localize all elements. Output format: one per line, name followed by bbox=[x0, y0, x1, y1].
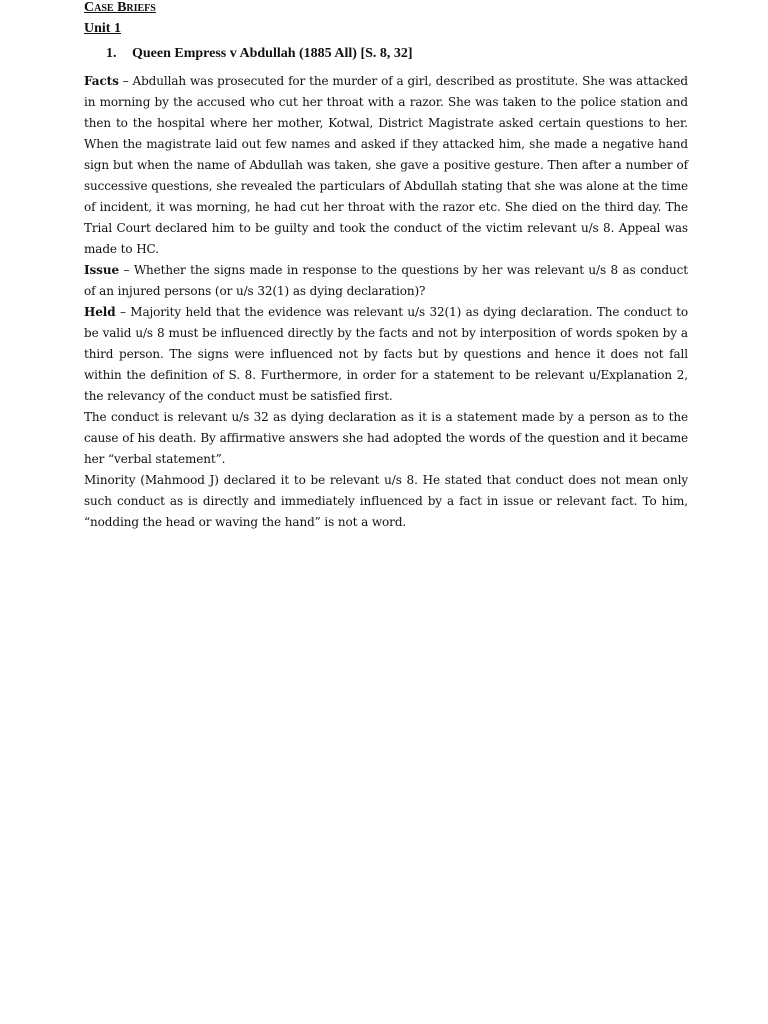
issue-paragraph bbox=[84, 260, 688, 302]
facts-text: – Abdullah was prosecuted for the murder of a girl, described as prostitute. She was attacked in morning by the accused who cut her throat with a razor. She was taken to the police station and then to the hospital where her mother, Kotwal, District Magistrate asked certain questions to her. When the magistrate laid out few names and asked if they attacked him, she made a negative hand sign but when the name of Abdullah was taken, she gave a positive gesture. Then after a number of successive questions, she revealed the particulars of Abdullah stating that she was alone at the time of incident, it was morning, he had cut her throat with the razor etc. She died on the third day. The Trial Court declared him to be guilty and took the conduct of the victim relevant u/s 8. Appeal was made to HC. bbox=[84, 74, 688, 256]
case-brief-body bbox=[84, 71, 688, 533]
facts-label: Facts bbox=[84, 74, 119, 88]
issue-label: Issue bbox=[84, 263, 119, 277]
held-paragraph bbox=[84, 302, 688, 407]
case-heading bbox=[84, 45, 688, 63]
conduct-paragraph: The conduct is relevant u/s 32 as dying declaration as it is a statement made by a person as to the cause of his death. By affirmative answers she had adopted the words of the question and it became her “verbal statement”. bbox=[84, 410, 688, 466]
document-page bbox=[84, 0, 688, 533]
case-name: Queen Empress v Abdullah (1885 All) [S. 8, 32] bbox=[132, 46, 413, 61]
held-label: Held bbox=[84, 305, 116, 319]
minority-paragraph: Minority (Mahmood J) declared it to be relevant u/s 8. He stated that conduct does not mean only such conduct as is directly and immediately influenced by a fact in issue or relevant fact. To him, “nodding the head or waving the hand” is not a word. bbox=[84, 473, 688, 529]
held-text: – Majority held that the evidence was relevant u/s 32(1) as dying declaration. The conduct to be valid u/s 8 must be influenced directly by the facts and not by interposition of words spoken by a third person. The signs were influenced not by facts but by questions and hence it does not fall within the definition of S. 8. Furthermore, in order for a statement to be relevant u/Explanation 2, the relevancy of the conduct must be satisfied first. bbox=[84, 305, 688, 403]
unit-heading: Unit 1 bbox=[84, 21, 121, 36]
document-title: Case Briefs bbox=[84, 0, 156, 15]
facts-paragraph bbox=[84, 71, 688, 260]
case-number: 1. bbox=[106, 46, 117, 61]
issue-text: – Whether the signs made in response to the questions by her was relevant u/s 8 as conduct of an injured persons (or u/s 32(1) as dying declaration)? bbox=[84, 263, 688, 298]
